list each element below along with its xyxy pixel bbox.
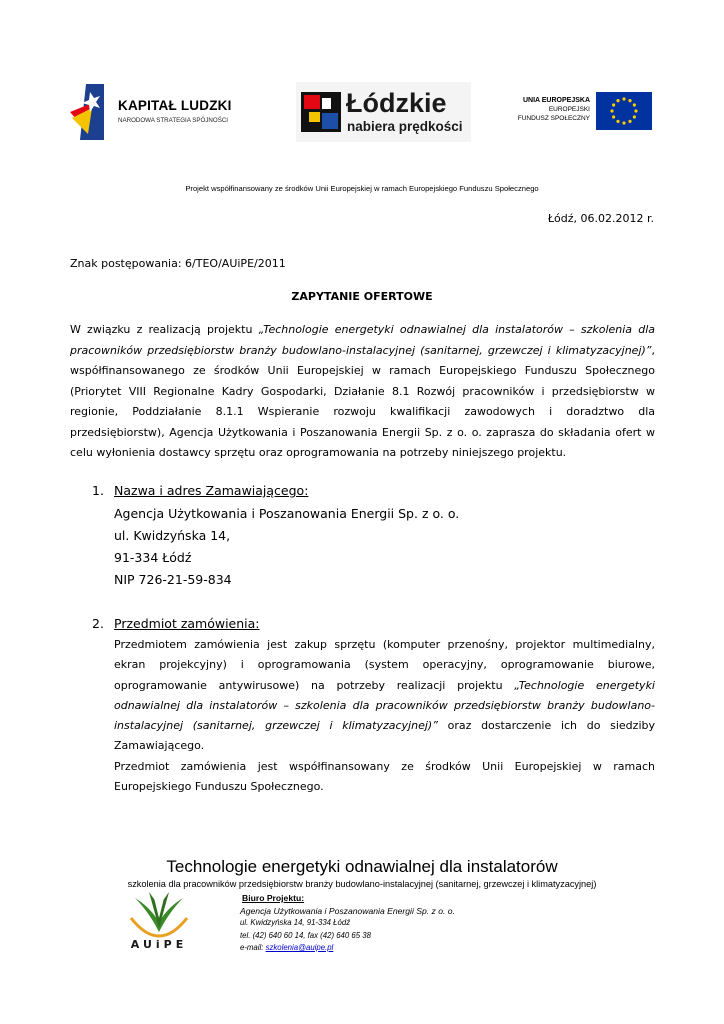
order-text-1: Przedmiotem zamówienia jest zakup sprzętu (komputer przenośny, projektor multimedialny, ekran projekcyjny) i oprogramowania (system operacyjny, oprogramowanie biurowe, oprogramowanie antywirusowe) na potrzeby realizacji projektu	[114, 638, 655, 692]
office-email-link[interactable]: szkolenia@auipe.pl	[265, 943, 334, 952]
section-2-heading: Przedmiot zamówienia:	[114, 616, 260, 631]
eu-flag-icon	[596, 92, 652, 130]
office-address: ul. Kwidzyńska 14, 91-334 Łódź	[240, 918, 351, 927]
eu-line-2: EUROPEJSKI	[548, 106, 590, 113]
eu-line-3: FUNDUSZ SPOŁECZNY	[517, 115, 590, 122]
auipe-logo	[125, 888, 193, 950]
kapital-ludzki-title: KAPITAŁ LUDZKI	[118, 98, 232, 113]
intro-paragraph	[70, 320, 655, 464]
kapital-ludzki-logo	[70, 84, 250, 140]
section-1-number: 1.	[92, 483, 104, 498]
office-phone: tel. (42) 640 60 14, fax (42) 640 65 38	[240, 930, 371, 940]
email-label: e-mail:	[240, 943, 266, 952]
client-address	[114, 503, 459, 591]
footer-title: Technologie energetyki odnawialnej dla instalatorów	[166, 857, 558, 876]
client-street: ul. Kwidzyńska 14,	[114, 528, 231, 543]
project-office	[240, 892, 455, 955]
eu-text	[518, 96, 590, 123]
document-date: Łódź, 06.02.2012 r.	[547, 212, 654, 225]
client-name: Agencja Użytkowania i Poszanowania Energii Sp. z o. o.	[114, 506, 460, 521]
eu-logo	[500, 90, 652, 134]
office-label: Biuro Projektu:	[242, 893, 305, 903]
office-name: Agencja Użytkowania i Poszanowania Energii Sp. z o. o.	[240, 905, 455, 916]
svg-text:AUiPE: AUiPE	[130, 938, 188, 950]
section-1-heading: Nazwa i adres Zamawiającego:	[114, 483, 309, 498]
cofinancing-note: Projekt współfinansowany ze środków Unii Europejskiej w ramach Europejskiego Funduszu Społecznego	[185, 184, 539, 193]
order-text-2: oraz dostarczenie ich do siedziby Zamawiającego.	[114, 719, 655, 753]
client-nip: NIP 726-21-59-834	[114, 572, 232, 587]
section-2-number: 2.	[92, 616, 104, 631]
intro-text-2: , współfinansowanego ze środków Unii Europejskiej w ramach Europejskiego Funduszu Społecznego (Priorytet VIII Regionalne Kadry Gospodarki, Działanie 8.1 Rozwój pracowników i przedsiębiorstw w regionie, Poddziałanie 8.1.1 Wspieranie rozwoju kwalifikacji zawodowych i doradztwo dla przedsiębiorstw), Agencja Użytkowania i Poszanowania Energii Sp. z o. o. zaprasza do składania ofert w celu wyłonienia dostawcy sprzętu oraz oprogramowania na potrzeby niniejszego projektu.	[70, 343, 655, 459]
lodzkie-subtitle: nabiera prędkości	[347, 119, 463, 134]
lodzkie-title: Łódzkie	[346, 88, 447, 118]
section-2-body	[114, 635, 655, 797]
kapital-ludzki-subtitle: NARODOWA STRATEGIA SPÓJNOŚCI	[118, 117, 229, 124]
footer-subtitle: szkolenia dla pracowników przedsiębiorstw branży budowlano-instalacyjnej (sanitarnej, grzewczej i klimatyzacyjnej)	[127, 879, 597, 889]
document-title: ZAPYTANIE OFERTOWE	[291, 290, 433, 303]
order-description	[114, 635, 655, 757]
client-city: 91-334 Łódź	[114, 550, 192, 565]
kapital-ludzki-emblem-icon	[70, 84, 114, 140]
eu-line-1: UNIA EUROPEJSKA	[522, 97, 590, 104]
order-project-name: „Technologie energetyki odnawialnej dla instalatorów – szkolenia dla pracowników przedsiębiorstw branży budowlano-instalacyjnej (sanitarnej, grzewczej i klimatyzacyjnej)”	[114, 678, 655, 733]
reference-number: Znak postępowania: 6/TEO/AUiPE/2011	[70, 257, 286, 270]
lodzkie-logo	[296, 82, 471, 142]
auipe-emblem-icon	[125, 888, 193, 950]
intro-project-name: „Technologie energetyki odnawialnej dla instalatorów – szkolenia dla pracowników przedsiębiorstw branży budowlano-instalacyjnej (sanitarnej, grzewczej i klimatyzacyjnej)”	[70, 323, 655, 357]
intro-text-1: W związku z realizacją projektu	[70, 323, 259, 336]
lodzkie-squares-icon	[301, 92, 341, 132]
order-cofinancing: Przedmiot zamówienia jest współfinansowany ze środków Unii Europejskiej w ramach Europejskiego Funduszu Społecznego.	[114, 759, 655, 794]
